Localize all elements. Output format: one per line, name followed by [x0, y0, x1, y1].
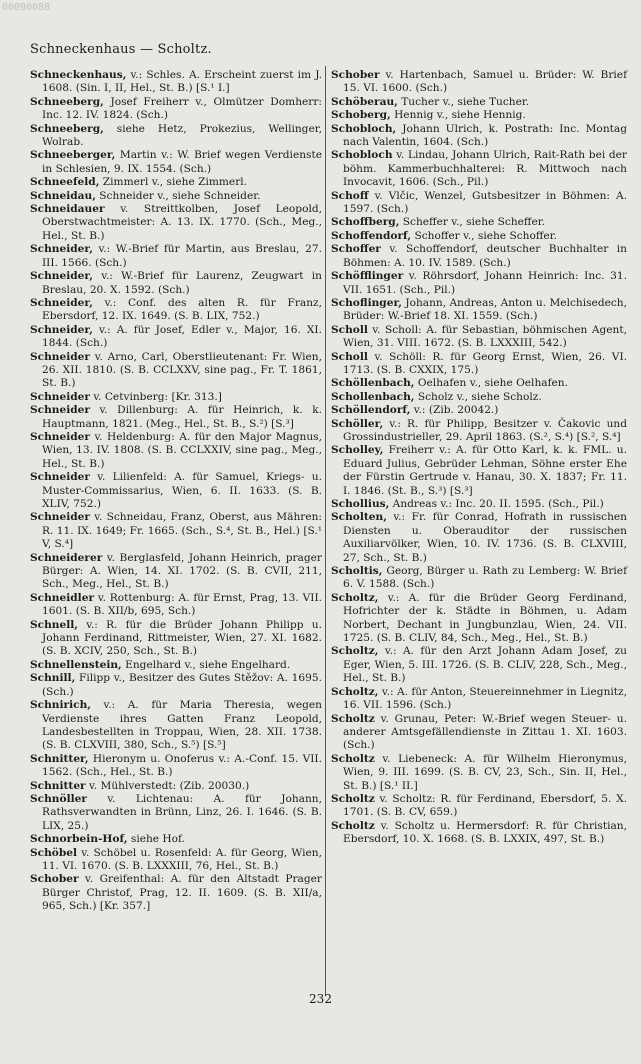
- entry-text: v.: A. für Anton, Steuereinnehmer in Liegnitz, 16. VII. 1596. (Sch.): [343, 685, 627, 712]
- entry-headword: Scholtis,: [331, 565, 383, 578]
- index-entry: [30, 552, 322, 592]
- index-entry: [331, 391, 627, 404]
- entry-text: v. Arno, Carl, Oberstlieutenant: Fr. Wien, 26. XII. 1810. (S. B. CCLXXV, sine pag., Fr. T. 1861, St. B.): [42, 350, 322, 390]
- index-entry: [331, 190, 627, 217]
- running-head: Schneckenhaus — Scholtz.: [30, 42, 212, 57]
- entry-headword: Scholtz: [331, 819, 375, 832]
- entry-headword: Schneeberger,: [30, 149, 116, 162]
- right-column: [331, 69, 627, 847]
- index-entry: [331, 270, 627, 297]
- index-entry: [331, 753, 627, 793]
- index-entry: [30, 873, 322, 913]
- index-entry: [30, 471, 322, 511]
- index-entry: [331, 686, 627, 713]
- index-entry: [30, 672, 322, 699]
- entry-headword: Schnill,: [30, 672, 76, 685]
- entry-text: v.: Fr. für Conrad, Hofrath in russischen Diensten u. Oberauditor der russischen Auxiliarvölker, Wien, 10. IV. 1736. (S. B. CLXVIII, 27, Sch., St. B.): [343, 511, 627, 564]
- entry-headword: Scholtz: [331, 752, 375, 765]
- index-entry: [331, 69, 627, 96]
- entry-text: v. Mühlverstedt: (Zib. 20030.): [85, 779, 250, 792]
- entry-text: v.: A. für die Brüder Georg Ferdinand, Hofrichter der k. Städte in Böhmen, u. Adam Norbert, Dechant in Jungbunzlau, Wien, 24. VII. 1725. (S. B. CLIV, 84, Sch., Meg., Hel., St. B.): [343, 591, 627, 645]
- entry-headword: Schöbel: [30, 846, 78, 859]
- entry-text: v. Heldenburg: A. für den Major Magnus, Wien, 13. IV. 1808. (S. B. CCLXXIV, sine pag., Meg., Hel., St. B.): [42, 430, 322, 470]
- entry-headword: Schnirich,: [30, 699, 91, 712]
- entry-text: Georg, Bürger u. Rath zu Lemberg: W. Brief 6. V. 1588. (Sch.): [343, 565, 627, 591]
- entry-text: Josef Freiherr v., Olmützer Domherr: Inc. 12. IV. 1824. (Sch.): [42, 95, 322, 122]
- entry-headword: Scholtz,: [331, 591, 379, 604]
- entry-headword: Schoff: [331, 189, 369, 202]
- entry-text: Freiherr v.: A. für Otto Karl, k. k. FML. u. Eduard Julius, Gebrüder Lehman, Söhne erster Ehe der Fürstin Gertrude v. Hanau, 30. X. 1837; Fr. 11. I. 1846. (St. B., S.³) [S.³]: [343, 444, 627, 497]
- index-entry: [30, 847, 322, 874]
- index-entry: [331, 565, 627, 592]
- entry-headword: Schnitter: [30, 779, 86, 792]
- entry-headword: Schoffer: [331, 243, 381, 256]
- entry-text: Hieronym u. Onoferus v.: A.-Conf. 15. VII. 1562. (Sch., Hel., St. B.): [42, 752, 322, 779]
- index-entry: [30, 96, 322, 123]
- entry-headword: Schneider: [30, 511, 90, 524]
- index-entry: [30, 793, 322, 833]
- entry-text: Andreas v.: Inc. 20. II. 1595. (Sch., Pil.): [389, 498, 604, 510]
- entry-text: v.: A. für Maria Theresia, wegen Verdienste ihres Gatten Franz Leopold, Landesbestellten in Troppau, Wien, 28. XII. 1738. (S. B. CLXVIII, 380, Sch., S.⁵) [S.⁵]: [42, 699, 322, 752]
- page-number: 232: [309, 992, 332, 1006]
- entry-text: v. Scholtz u. Hermersdorf: R. für Christian, Ebersdorf, 10. X. 1668. (S. B. LXXIX, 497, St. B.): [343, 819, 627, 846]
- entry-headword: Schneeberg,: [30, 95, 104, 108]
- index-entry: [331, 793, 627, 820]
- entry-text: siehe Hof.: [127, 833, 185, 846]
- index-entry: [30, 431, 322, 471]
- entry-text: v. Lindau, Johann Ulrich, Rait-Rath bei der böhm. Kammerbuchhalterei: R. Mittwoch nach Invocavit, 1606. (Sch., Pil.): [343, 149, 627, 189]
- entry-text: Johann Ulrich, k. Postrath: Inc. Montag nach Valentin, 1604. (Sch.): [343, 122, 627, 149]
- entry-text: v. Röhrsdorf, Johann Heinrich: Inc. 31. VII. 1651. (Sch., Pil.): [343, 270, 627, 296]
- entry-headword: Schnorbein-Hof,: [30, 833, 128, 846]
- index-entry: [331, 230, 627, 243]
- index-entry: [331, 351, 627, 378]
- index-entry: [331, 444, 627, 498]
- entry-headword: Schöller,: [331, 417, 384, 430]
- column-divider: [325, 66, 326, 996]
- entry-text: v.: W.-Brief für Martin, aus Breslau, 27. III. 1566. (Sch.): [42, 243, 322, 269]
- entry-headword: Schöllenbach,: [331, 377, 415, 390]
- index-entry: [30, 203, 322, 243]
- entry-headword: Schöberau,: [331, 95, 398, 108]
- entry-headword: Schoberg,: [331, 109, 391, 122]
- entry-text: v. Schoffendorf, deutscher Buchhalter in Böhmen: A. 10. IV. 1589. (Sch.): [343, 243, 627, 269]
- index-entry: [331, 96, 627, 109]
- index-entry: [331, 123, 627, 150]
- index-entry: [331, 592, 627, 646]
- entry-headword: Scholl: [331, 323, 368, 336]
- entry-text: v.: W.-Brief für Laurenz, Zeugwart in Breslau, 20. X. 1592. (Sch.): [42, 270, 322, 296]
- index-entry: [331, 216, 627, 229]
- entry-headword: Schneeberg,: [30, 122, 104, 135]
- entry-text: v. Lichtenau: A. für Johann, Rathsverwandten in Brünn, Linz, 26. I. 1646. (S. B. LIX, 25.): [42, 792, 322, 832]
- entry-headword: Schnellenstein,: [30, 658, 122, 671]
- entry-text: Martin v.: W. Brief wegen Verdienste in Schlesien, 9. IX. 1554. (Sch.): [42, 149, 322, 175]
- index-entry: [30, 391, 322, 404]
- entry-text: v. Liebeneck: A. für Wilhelm Hieronymus, Wien, 9. III. 1699. (S. B. CV, 23, Sch., Sin. II, Hel., St. B.) [S.¹ II.]: [343, 752, 627, 792]
- left-column: [30, 69, 322, 914]
- entry-headword: Schneider: [30, 390, 90, 403]
- entry-headword: Scholtz: [331, 712, 375, 725]
- entry-headword: Schneider,: [30, 323, 93, 336]
- index-entry: [30, 659, 322, 672]
- entry-text: Johann, Andreas, Anton u. Melchisedech, Brüder: W.-Brief 18. XI. 1559. (Sch.): [343, 296, 627, 323]
- entry-text: Scheffer v., siehe Scheffer.: [399, 216, 545, 229]
- entry-headword: Schober: [30, 873, 79, 886]
- index-entry: [30, 351, 322, 391]
- entry-text: v. Berglasfeld, Johann Heinrich, prager Bürger: A. Wien, 14. XI. 1702. (S. B. CVII, 211, Sch., Meg., Hel., St. B.): [42, 551, 322, 591]
- index-entry: [331, 418, 627, 445]
- index-entry: [30, 270, 322, 297]
- entry-text: siehe Hetz, Prokezius, Wellinger, Wolrab.: [42, 122, 322, 149]
- entry-text: v. Vlčic, Wenzel, Gutsbesitzer in Böhmen: A. 1597. (Sch.): [343, 189, 627, 216]
- entry-text: Scholz v., siehe Scholz.: [414, 390, 542, 403]
- entry-headword: Schöfflinger: [331, 270, 404, 283]
- entry-headword: Schneidau,: [30, 189, 96, 202]
- entry-headword: Schoflinger,: [331, 296, 402, 309]
- index-entry: [331, 713, 627, 753]
- entry-text: v. Scholtz: R. für Ferdinand, Ebersdorf, 5. X. 1701. (S. B. CV, 659.): [343, 792, 627, 819]
- entry-headword: Schober: [331, 69, 380, 81]
- index-entry: [331, 404, 627, 417]
- entry-headword: Schneider: [30, 350, 90, 363]
- entry-headword: Schnell,: [30, 618, 78, 631]
- index-entry: [30, 324, 322, 351]
- entry-headword: Schneider: [30, 404, 90, 417]
- index-entry: [30, 780, 322, 793]
- entry-headword: Scholley,: [331, 444, 384, 457]
- entry-headword: Schneider,: [30, 270, 93, 283]
- entry-headword: Schollius,: [331, 498, 390, 510]
- entry-text: v.: A. für den Arzt Johann Adam Josef, zu Eger, Wien, 5. III. 1726. (S. B. CLIV, 228, Sch., Meg., Hel., St. B.): [343, 645, 627, 685]
- index-entry: [30, 69, 322, 96]
- entry-text: v.: R. für Philipp, Besitzer v. Čakovic und Grossindustrieller, 29. April 1863. (S.², S.⁴) [S.², S.⁴]: [343, 417, 627, 443]
- index-entry: [30, 243, 322, 270]
- index-entry: [30, 833, 322, 846]
- entry-text: v.: (Zib. 20042.): [410, 404, 499, 417]
- entry-headword: Schneefeld,: [30, 176, 100, 189]
- entry-headword: Schneider: [30, 430, 90, 443]
- index-entry: [30, 511, 322, 551]
- entry-text: Tucher v., siehe Tucher.: [397, 95, 530, 108]
- entry-headword: Schnitter,: [30, 752, 89, 765]
- entry-text: v. Scholl: A. für Sebastian, böhmischen Agent, Wien, 31. VIII. 1672. (S. B. LXXXIII, 542.): [343, 323, 627, 350]
- entry-text: Schoffer v., siehe Schoffer.: [411, 229, 557, 242]
- entry-headword: Schneidler: [30, 591, 95, 604]
- index-entry: [30, 176, 322, 189]
- page-id: 00090088: [2, 2, 51, 13]
- index-entry: [30, 123, 322, 150]
- index-entry: [30, 753, 322, 780]
- entry-text: Zimmerl v., siehe Zimmerl.: [99, 176, 248, 189]
- entry-headword: Schobloch,: [331, 122, 397, 135]
- index-entry: [30, 619, 322, 659]
- entry-text: v. Hartenbach, Samuel u. Brüder: W. Brief 15. VI. 1600. (Sch.): [343, 69, 627, 95]
- index-entry: [331, 324, 627, 351]
- entry-text: v.: R. für die Brüder Johann Philipp u. Johann Ferdinand, Rittmeister, Wien, 27. XI. 1682. (S. B. XCIV, 250, Sch., St. B.): [42, 618, 322, 658]
- entry-text: v.: Conf. des alten R. für Franz, Ebersdorf, 12. IX. 1649. (S. B. LIX, 752.): [42, 296, 322, 323]
- index-entry: [331, 109, 627, 122]
- entry-headword: Schneidauer: [30, 203, 105, 216]
- index-entry: [331, 243, 627, 270]
- index-entry: [30, 297, 322, 324]
- entry-headword: Schneider,: [30, 296, 93, 309]
- index-entry: [30, 149, 322, 176]
- entry-text: Oelhafen v., siehe Oelhafen.: [414, 377, 568, 390]
- index-entry: [331, 498, 627, 511]
- entry-text: v. Dillenburg: A. für Heinrich, k. k. Hauptmann, 1821. (Meg., Hel., St. B., S.²) [S.³]: [42, 404, 322, 430]
- entry-headword: Schneider,: [30, 243, 93, 256]
- entry-text: Filipp v., Besitzer des Gutes Stěžov: A. 1695. (Sch.): [42, 672, 322, 698]
- entry-text: v. Grunau, Peter: W.-Brief wegen Steuer- u. anderer Amtsgefällendienste in Zittau 1. XI. 1603. (Sch.): [343, 712, 627, 752]
- index-entry: [331, 511, 627, 565]
- entry-text: v. Schöll: R. für Georg Ernst, Wien, 26. VI. 1713. (S. B. CXXIX, 175.): [343, 350, 627, 376]
- entry-headword: Schobloch: [331, 149, 393, 162]
- entry-text: v. Cetvinberg: [Kr. 313.]: [90, 390, 222, 403]
- entry-headword: Schollenbach,: [331, 390, 415, 403]
- index-entry: [331, 149, 627, 189]
- entry-text: Schneider v., siehe Schneider.: [95, 189, 261, 202]
- entry-text: v.: Schles. A. Erscheint zuerst im J. 1608. (Sin. I, II, Hel., St. B.) [S.¹ I.]: [42, 69, 322, 95]
- entry-headword: Scholtz,: [331, 645, 379, 658]
- entry-headword: Schneider: [30, 471, 90, 484]
- index-entry: [30, 592, 322, 619]
- entry-text: Engelhard v., siehe Engelhard.: [121, 658, 291, 671]
- entry-headword: Schneckenhaus,: [30, 69, 127, 81]
- index-entry: [331, 297, 627, 324]
- index-entry: [30, 699, 322, 753]
- entry-headword: Scholtz,: [331, 685, 379, 698]
- entry-headword: Schnöller: [30, 792, 87, 805]
- entry-text: v. Streittkolben, Josef Leopold, Oberstwachtmeister: A. 13. IX. 1770. (Sch., Meg., Hel., St. B.): [42, 203, 322, 242]
- entry-text: v. Lilienfeld: A. für Samuel, Kriegs- u. Muster-Commissarius, Wien, 6. II. 1633. (S. B. XLIV, 752.): [42, 471, 322, 510]
- entry-headword: Scholtz: [331, 792, 375, 805]
- entry-headword: Schneiderer: [30, 551, 103, 564]
- entry-text: v. Schneidau, Franz, Oberst, aus Mähren: R. 11. IX. 1649; Fr. 1665. (Sch., S.⁴, St. B., Hel.) [S.¹ V, S.⁴]: [42, 511, 322, 551]
- entry-text: v.: A. für Josef, Edler v., Major, 16. XI. 1844. (Sch.): [42, 323, 322, 350]
- entry-headword: Schöllendorf,: [331, 404, 411, 417]
- index-entry: [331, 645, 627, 685]
- entry-headword: Scholl: [331, 350, 368, 363]
- entry-text: v. Schöbel u. Rosenfeld: A. für Georg, Wien, 11. VI. 1670. (S. B. LXXXIII, 76, Hel., St. B.): [42, 846, 322, 872]
- index-entry: [331, 377, 627, 390]
- entry-text: Hennig v., siehe Hennig.: [390, 109, 526, 122]
- entry-text: v. Greifenthal: A. für den Altstadt Prager Bürger Christof, Prag, 12. II. 1609. (S. B. XII/a, 965, Sch.) [Kr. 357.]: [42, 873, 322, 913]
- entry-headword: Schoffendorf,: [331, 229, 412, 242]
- index-entry: [30, 190, 322, 203]
- index-entry: [331, 820, 627, 847]
- entry-headword: Scholten,: [331, 511, 387, 524]
- entry-text: v. Rottenburg: A. für Ernst, Prag, 13. VII. 1601. (S. B. XII/b, 695, Sch.): [42, 591, 322, 618]
- index-entry: [30, 404, 322, 431]
- entry-headword: Schoffberg,: [331, 216, 400, 229]
